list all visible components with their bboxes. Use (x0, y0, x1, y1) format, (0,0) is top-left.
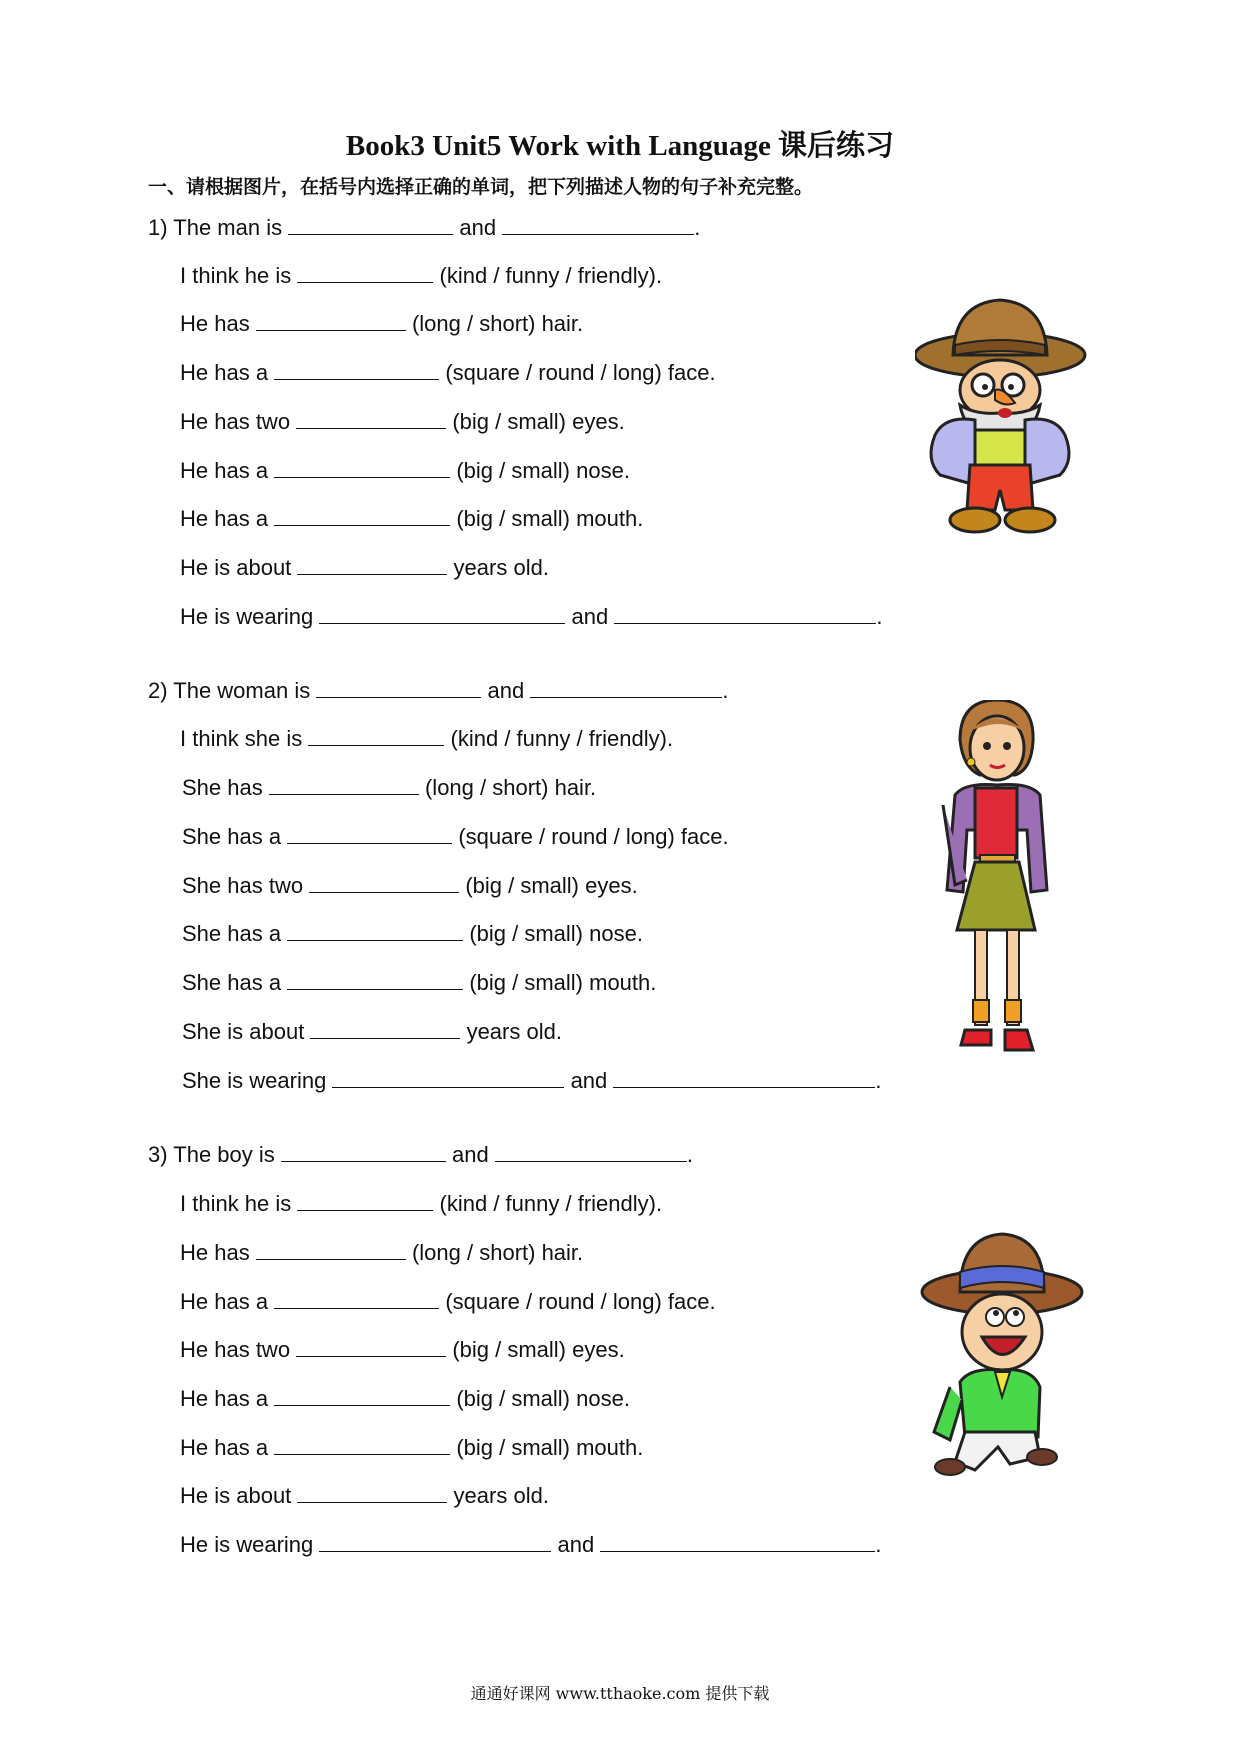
line-text: He has two (180, 1337, 291, 1362)
answer-blank[interactable] (502, 214, 694, 235)
answer-blank[interactable] (495, 1141, 687, 1162)
answer-blank[interactable] (274, 1385, 450, 1406)
line-text: . (876, 604, 883, 629)
section-3-line-4 (180, 1288, 716, 1316)
answer-blank[interactable] (269, 774, 419, 795)
line-text: He is about (180, 1483, 292, 1508)
line-text: (big / small) mouth. (456, 1435, 644, 1460)
section-2-line-2 (180, 725, 673, 753)
line-text: She has (182, 775, 263, 800)
line-text: He has (180, 1240, 250, 1265)
section-3-line-8 (180, 1482, 549, 1510)
answer-blank[interactable] (296, 408, 446, 429)
answer-blank[interactable] (256, 310, 406, 331)
section-1-line-1 (148, 214, 700, 242)
line-text: years old. (453, 1483, 549, 1508)
line-text: He has a (180, 506, 269, 531)
line-text: and (557, 1532, 595, 1557)
answer-blank[interactable] (287, 969, 463, 990)
answer-blank[interactable] (274, 1434, 450, 1455)
line-text: and (487, 678, 525, 703)
answer-blank[interactable] (281, 1141, 446, 1162)
line-text: years old. (453, 555, 549, 580)
line-text: (long / short) hair. (411, 311, 584, 336)
line-text: . (875, 1068, 882, 1093)
section-1-line-6 (180, 457, 630, 485)
section-2-line-3 (182, 774, 596, 802)
line-text: . (694, 215, 701, 240)
answer-blank[interactable] (316, 677, 481, 698)
line-text: He is wearing (180, 1532, 314, 1557)
answer-blank[interactable] (297, 1190, 433, 1211)
old-man-illustration (915, 295, 1090, 550)
answer-blank[interactable] (332, 1067, 564, 1088)
answer-blank[interactable] (256, 1239, 406, 1260)
line-text: (kind / funny / friendly). (450, 726, 674, 751)
section-1-line-5 (180, 408, 625, 436)
section-2-line-4 (182, 823, 729, 851)
line-text: He has a (180, 1386, 269, 1411)
answer-blank[interactable] (310, 1018, 460, 1039)
section-1-line-7 (180, 505, 643, 533)
line-text: I think she is (180, 726, 303, 751)
line-text: 1) The man is (148, 215, 283, 240)
answer-blank[interactable] (274, 359, 439, 380)
line-text: (big / small) nose. (456, 1386, 630, 1411)
section-2-line-7 (182, 969, 656, 997)
section-2-line-5 (182, 872, 638, 900)
line-text: I think he is (180, 263, 292, 288)
answer-blank[interactable] (309, 872, 459, 893)
answer-blank[interactable] (600, 1531, 875, 1552)
answer-blank[interactable] (274, 1288, 439, 1309)
line-text: (kind / funny / friendly). (439, 263, 663, 288)
answer-blank[interactable] (530, 677, 722, 698)
section-3-line-6 (180, 1385, 630, 1413)
answer-blank[interactable] (308, 725, 444, 746)
line-text: She has a (182, 970, 282, 995)
line-text: He has a (180, 1289, 269, 1314)
line-text: He has a (180, 360, 269, 385)
answer-blank[interactable] (297, 262, 433, 283)
section-3-line-9 (180, 1531, 882, 1559)
section-3-line-1 (148, 1141, 693, 1169)
answer-blank[interactable] (288, 214, 453, 235)
section-3-line-2 (180, 1190, 662, 1218)
line-text: (square / round / long) face. (445, 1289, 716, 1314)
line-text: (long / short) hair. (424, 775, 597, 800)
line-text: (big / small) nose. (469, 921, 643, 946)
line-text: . (722, 678, 729, 703)
line-text: He has two (180, 409, 291, 434)
line-text: She has two (182, 873, 304, 898)
line-text: (big / small) eyes. (465, 873, 638, 898)
line-text: and (571, 604, 609, 629)
section-2-line-1 (148, 677, 728, 705)
section-3-line-7 (180, 1434, 643, 1462)
line-text: 3) The boy is (148, 1142, 275, 1167)
line-text: (kind / funny / friendly). (439, 1191, 663, 1216)
line-text: She has a (182, 824, 282, 849)
section-2-line-6 (182, 920, 643, 948)
answer-blank[interactable] (614, 603, 876, 624)
answer-blank[interactable] (287, 823, 452, 844)
line-text: 2) The woman is (148, 678, 311, 703)
line-text: (big / small) mouth. (469, 970, 657, 995)
line-text: and (459, 215, 497, 240)
section-1-line-4 (180, 359, 716, 387)
answer-blank[interactable] (319, 1531, 551, 1552)
worksheet-title: Book3 Unit5 Work with Language 课后练习 (345, 130, 895, 162)
line-text: (square / round / long) face. (458, 824, 729, 849)
answer-blank[interactable] (274, 457, 450, 478)
section-1-line-2 (180, 262, 662, 290)
instruction-text: 一、请根据图片，在括号内选择正确的单词，把下列描述人物的句子补充完整。 (148, 176, 814, 198)
section-2-line-8 (182, 1018, 562, 1046)
line-text: She has a (182, 921, 282, 946)
answer-blank[interactable] (287, 920, 463, 941)
answer-blank[interactable] (319, 603, 565, 624)
line-text: years old. (466, 1019, 562, 1044)
line-text: and (452, 1142, 489, 1167)
section-2-line-9 (182, 1067, 882, 1095)
answer-blank[interactable] (297, 1482, 447, 1503)
answer-blank[interactable] (297, 554, 447, 575)
line-text: (big / small) mouth. (456, 506, 644, 531)
line-text: He is wearing (180, 604, 314, 629)
section-1-line-3 (180, 310, 583, 338)
line-text: and (570, 1068, 608, 1093)
line-text: I think he is (180, 1191, 292, 1216)
line-text: (big / small) nose. (456, 458, 630, 483)
line-text: (long / short) hair. (411, 1240, 584, 1265)
line-text: He has (180, 311, 250, 336)
answer-blank[interactable] (613, 1067, 875, 1088)
line-text: He is about (180, 555, 292, 580)
line-text: He has a (180, 1435, 269, 1460)
footer-source: 通通好课网 www.tthaoke.com 提供下载 (470, 1684, 770, 1703)
line-text: She is about (182, 1019, 305, 1044)
answer-blank[interactable] (296, 1336, 446, 1357)
line-text: . (686, 1142, 693, 1167)
line-text: (big / small) eyes. (452, 1337, 625, 1362)
section-3-line-3 (180, 1239, 583, 1267)
line-text: (big / small) eyes. (452, 409, 625, 434)
line-text: . (875, 1532, 882, 1557)
section-1-line-9 (180, 603, 883, 631)
section-1-line-8 (180, 554, 549, 582)
woman-illustration (935, 700, 1075, 1080)
line-text: She is wearing (182, 1068, 327, 1093)
line-text: He has a (180, 458, 269, 483)
line-text: (square / round / long) face. (445, 360, 716, 385)
section-3-line-5 (180, 1336, 625, 1364)
boy-illustration (920, 1232, 1085, 1482)
answer-blank[interactable] (274, 505, 450, 526)
